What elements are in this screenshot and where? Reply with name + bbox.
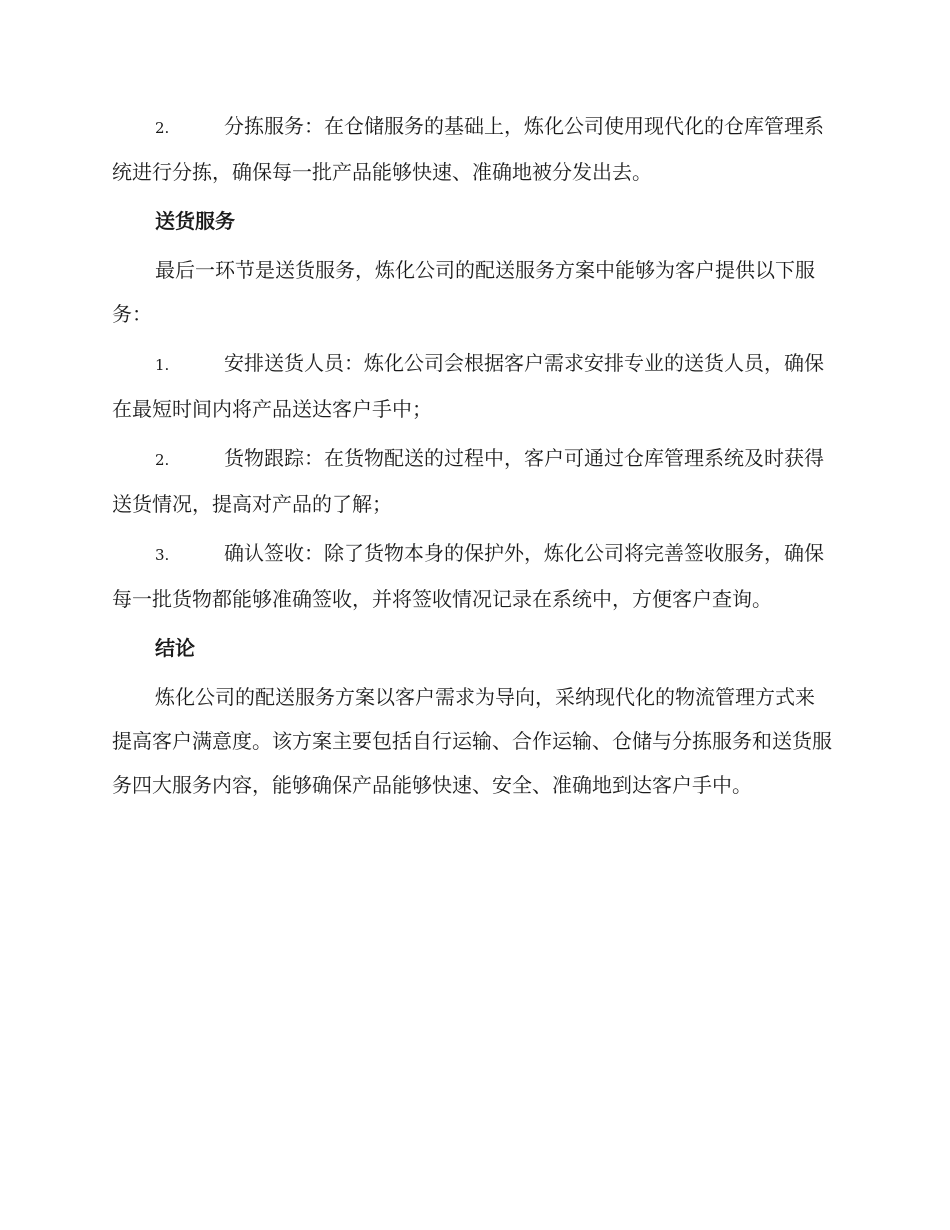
list-number: 2. — [155, 451, 170, 469]
section-heading-delivery: 送货服务 — [155, 209, 235, 233]
list-item-text: 分拣服务：在仓储服务的基础上，炼化公司使用现代化的仓库管理系统进行分拣，确保每一批产品能够快速、准确地被分发出去。 — [112, 114, 824, 184]
list-item-text: 安排送货人员：炼化公司会根据客户需求安排专业的送货人员，确保在最短时间内将产品送达客户手中； — [112, 351, 824, 421]
list-number: 3. — [155, 546, 170, 564]
conclusion-paragraph: 炼化公司的配送服务方案以客户需求为导向，采纳现代化的物流管理方式来提高客户满意度。该方案主要包括自行运输、合作运输、仓储与分拣服务和送货服务四大服务内容，能够确保产品能够快速、安全、准确地到达客户手中。 — [112, 685, 832, 797]
list-number: 2. — [155, 119, 170, 137]
list-item-text: 货物跟踪：在货物配送的过程中，客户可通过仓库管理系统及时获得送货情况，提高对产品的了解； — [112, 446, 824, 516]
list-item-text: 确认签收：除了货物本身的保护外，炼化公司将完善签收服务，确保每一批货物都能够准确签收，并将签收情况记录在系统中，方便客户查询。 — [112, 541, 824, 611]
delivery-intro-paragraph: 最后一环节是送货服务，炼化公司的配送服务方案中能够为客户提供以下服务： — [112, 258, 815, 326]
list-number: 1. — [155, 356, 170, 374]
list-item-delivery-staff — [112, 341, 832, 431]
list-item-sorting — [112, 104, 832, 194]
section-heading-conclusion: 结论 — [155, 636, 195, 660]
list-item-sign-off — [112, 531, 832, 621]
document-page — [112, 104, 832, 812]
list-item-cargo-tracking — [112, 436, 832, 526]
